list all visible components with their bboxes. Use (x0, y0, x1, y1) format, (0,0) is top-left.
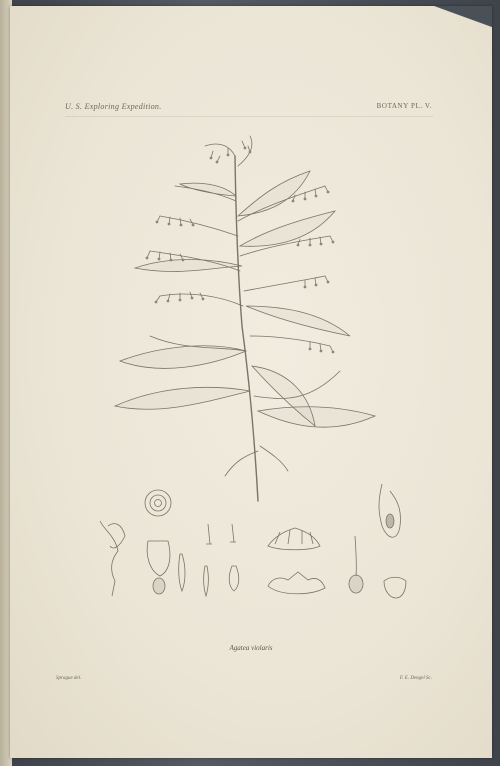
plate-series-title: U. S. Exploring Expedition. (65, 102, 162, 111)
illustrator-credit: Sprague del. (56, 676, 82, 681)
species-caption: Agatea violaris (229, 644, 273, 652)
botanical-plate-page (10, 6, 492, 758)
plate-number: BOTANY PL. V. (376, 102, 432, 110)
engraver-credit: F. E. Dengel Sc. (399, 676, 432, 681)
